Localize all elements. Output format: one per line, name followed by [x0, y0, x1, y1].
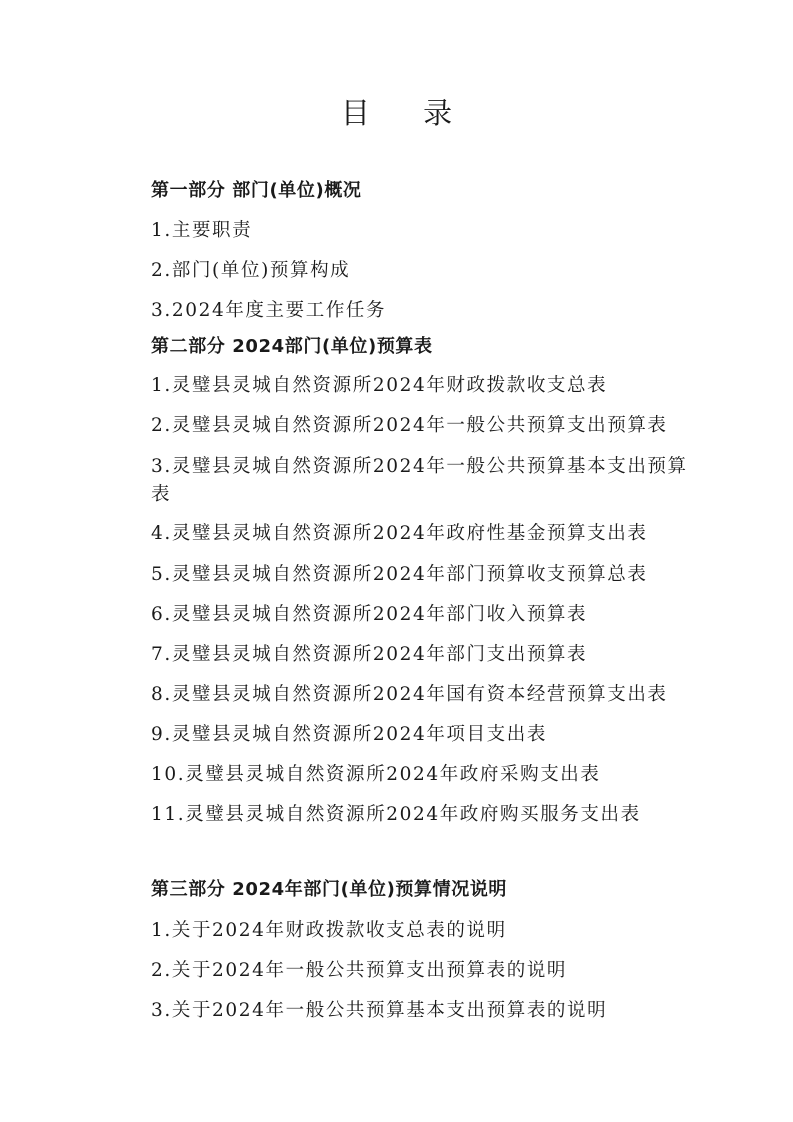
toc-item[interactable]: 11.灵璧县灵城自然资源所2024年政府购买服务支出表 — [151, 804, 641, 825]
part3-heading: 第三部分 2024年部门(单位)预算情况说明 — [151, 879, 508, 900]
toc-item[interactable]: 3.关于2024年一般公共预算基本支出预算表的说明 — [151, 1000, 608, 1021]
toc-item[interactable]: 1.灵璧县灵城自然资源所2024年财政拨款收支总表 — [151, 375, 608, 396]
toc-item[interactable]: 9.灵璧县灵城自然资源所2024年项目支出表 — [151, 724, 547, 745]
toc-item[interactable]: 1.主要职责 — [151, 220, 253, 241]
toc-item[interactable]: 6.灵璧县灵城自然资源所2024年部门收入预算表 — [151, 604, 588, 625]
toc-item[interactable]: 2.关于2024年一般公共预算支出预算表的说明 — [151, 960, 568, 981]
toc-item[interactable]: 3.灵璧县灵城自然资源所2024年一般公共预算基本支出预算表 — [151, 456, 688, 505]
toc-item[interactable]: 2.部门(单位)预算构成 — [151, 260, 351, 281]
toc-item[interactable]: 3.2024年度主要工作任务 — [151, 300, 387, 321]
page-title: 目 录 — [340, 96, 475, 130]
toc-item[interactable]: 8.灵璧县灵城自然资源所2024年国有资本经营预算支出表 — [151, 684, 668, 705]
toc-item[interactable]: 5.灵璧县灵城自然资源所2024年部门预算收支预算总表 — [151, 564, 648, 585]
part2-heading: 第二部分 2024部门(单位)预算表 — [151, 336, 433, 357]
toc-item[interactable]: 7.灵璧县灵城自然资源所2024年部门支出预算表 — [151, 644, 588, 665]
toc-item[interactable]: 10.灵璧县灵城自然资源所2024年政府采购支出表 — [151, 764, 601, 785]
toc-item[interactable]: 2.灵璧县灵城自然资源所2024年一般公共预算支出预算表 — [151, 415, 668, 436]
part1-heading: 第一部分 部门(单位)概况 — [151, 180, 362, 201]
toc-item[interactable]: 1.关于2024年财政拨款收支总表的说明 — [151, 920, 507, 941]
toc-item[interactable]: 4.灵璧县灵城自然资源所2024年政府性基金预算支出表 — [151, 523, 648, 544]
